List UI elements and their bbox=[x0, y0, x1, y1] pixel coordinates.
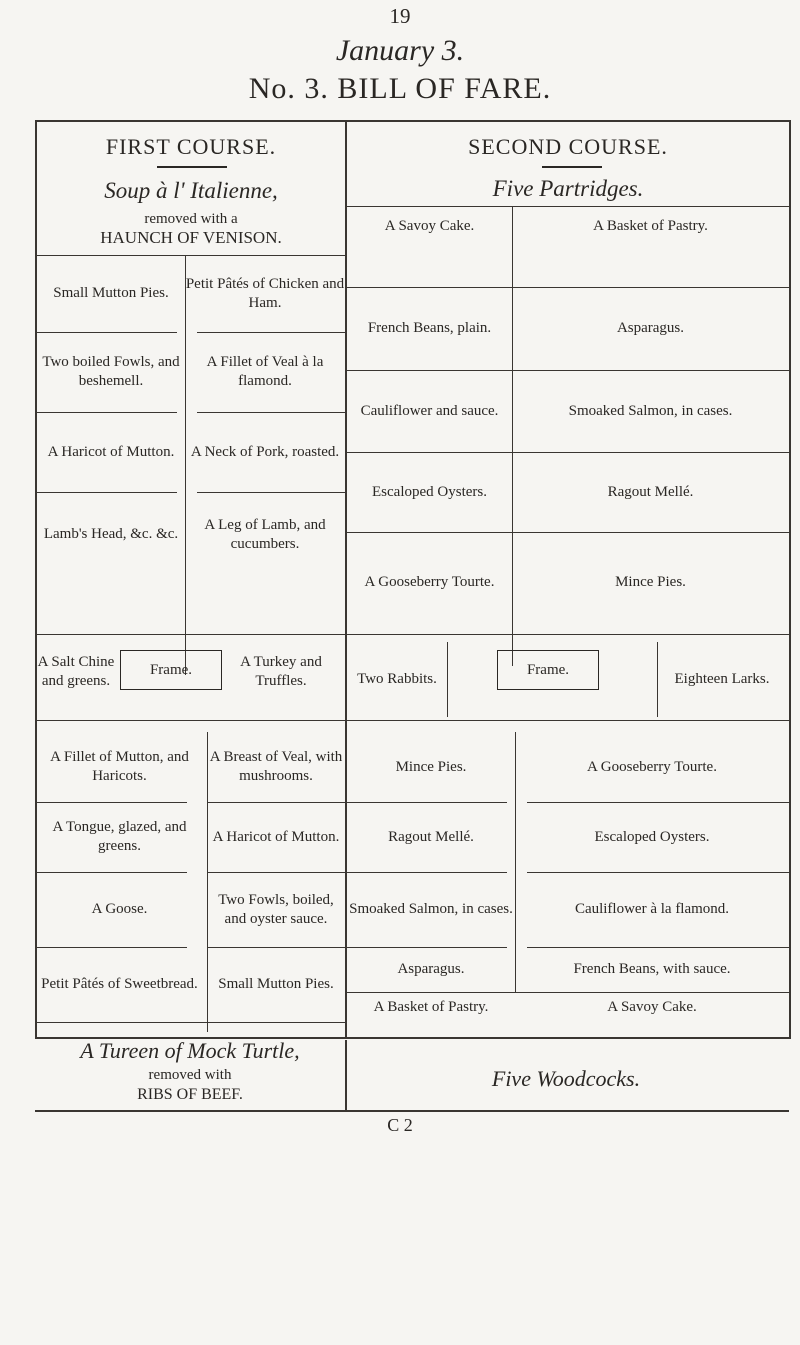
second-course-side-dish: Eighteen Larks. bbox=[674, 670, 770, 687]
second-course-dish: Smoaked Salmon, in cases. bbox=[349, 901, 513, 917]
second-course-dish: A Basket of Pastry. bbox=[373, 998, 489, 1015]
second-course-dish: Cauliflower à la flamond. bbox=[574, 901, 730, 917]
second-course-dish: Smoaked Salmon, in cases. bbox=[568, 402, 733, 419]
first-course-dish: A Tongue, glazed, and greens. bbox=[52, 819, 187, 854]
frame-centrepiece bbox=[497, 650, 599, 690]
second-course-dish: Asparagus. bbox=[397, 961, 465, 977]
frame-label: Frame. bbox=[526, 661, 570, 678]
second-course-bottom-dish: Five Woodcocks. bbox=[491, 1066, 641, 1091]
first-course-dish: A Fillet of Mutton, and Haricots. bbox=[50, 749, 189, 784]
second-course-dish: A Savoy Cake. bbox=[607, 998, 697, 1015]
second-course-dish: Mince Pies. bbox=[395, 758, 467, 775]
second-course-dish: Ragout Mellé. bbox=[388, 828, 474, 845]
second-course-dish: A Basket of Pastry. bbox=[593, 217, 708, 234]
first-course-dish: A Leg of Lamb, and cucumbers. bbox=[204, 516, 326, 552]
second-course-dish: French Beans, plain. bbox=[367, 320, 492, 336]
ornament-rule bbox=[542, 166, 602, 168]
ornament-rule bbox=[157, 166, 227, 168]
first-course-bottom-removed-with: removed with bbox=[148, 1067, 232, 1083]
second-course-heading: SECOND COURSE. bbox=[468, 134, 668, 159]
second-course-dish: Asparagus. bbox=[616, 320, 685, 336]
first-course-dish: A Haricot of Mutton. bbox=[212, 828, 340, 845]
second-course-dish: Ragout Mellé. bbox=[607, 483, 694, 500]
second-course-dish: Escaloped Oysters. bbox=[594, 828, 710, 845]
second-course-dish: French Beans, with sauce. bbox=[573, 961, 731, 977]
second-course-top-dish: Five Partridges. bbox=[492, 176, 644, 201]
first-course-bottom-remove-dish: RIBS OF BEEF. bbox=[137, 1086, 243, 1103]
page-number: 19 bbox=[389, 4, 411, 28]
bill-of-fare-table bbox=[35, 120, 791, 1039]
second-course-dish: A Gooseberry Tourte. bbox=[364, 573, 495, 590]
second-course-dish: A Savoy Cake. bbox=[384, 217, 475, 234]
frame-label: Frame. bbox=[149, 661, 193, 678]
first-course-dish: Two Fowls, boiled, and oyster sauce. bbox=[218, 891, 334, 927]
first-course-dish: A Goose. bbox=[91, 901, 148, 917]
first-course-side-dish: A Salt Chine and greens. bbox=[37, 654, 115, 689]
first-course-dish: Petit Pâtés of Sweetbread. bbox=[41, 976, 198, 992]
first-course-dish: Small Mutton Pies. bbox=[218, 976, 334, 992]
first-course-dish: A Fillet of Veal à la flamond. bbox=[206, 354, 324, 389]
second-course-side-dish: Two Rabbits. bbox=[357, 670, 437, 687]
first-course-remove-dish: HAUNCH OF VENISON. bbox=[100, 228, 282, 247]
first-course-dish: Petit Pâtés of Chicken and Ham. bbox=[185, 275, 345, 311]
first-course-dish: Lamb's Head, &c. &c. bbox=[43, 526, 179, 542]
second-course-dish: Escaloped Oysters. bbox=[372, 483, 487, 500]
second-course-dish: Cauliflower and sauce. bbox=[360, 402, 499, 419]
first-course-removed-with: removed with a bbox=[144, 211, 238, 227]
first-course-side-dish: A Turkey and Truffles. bbox=[240, 654, 322, 689]
page-title: No. 3. BILL OF FARE. bbox=[248, 72, 552, 105]
frame-centrepiece bbox=[120, 650, 222, 690]
menu-date: January 3. bbox=[335, 34, 465, 67]
first-course-dish: Two boiled Fowls, and beshemell. bbox=[42, 354, 180, 389]
second-course-dish: A Gooseberry Tourte. bbox=[587, 758, 717, 775]
first-course-heading: FIRST COURSE. bbox=[105, 134, 277, 159]
first-course-dish: A Neck of Pork, roasted. bbox=[190, 443, 340, 460]
first-course-dish: Small Mutton Pies. bbox=[53, 285, 169, 301]
first-course-dish: A Breast of Veal, with mushrooms. bbox=[209, 749, 343, 784]
first-course-dish: A Haricot of Mutton. bbox=[47, 443, 175, 460]
second-course-dish: Mince Pies. bbox=[615, 573, 686, 590]
first-course-top-dish: Soup à l' Italienne, bbox=[104, 178, 278, 203]
page-signature: C 2 bbox=[387, 1115, 413, 1135]
first-course-bottom-dish: A Tureen of Mock Turtle, bbox=[80, 1038, 300, 1063]
